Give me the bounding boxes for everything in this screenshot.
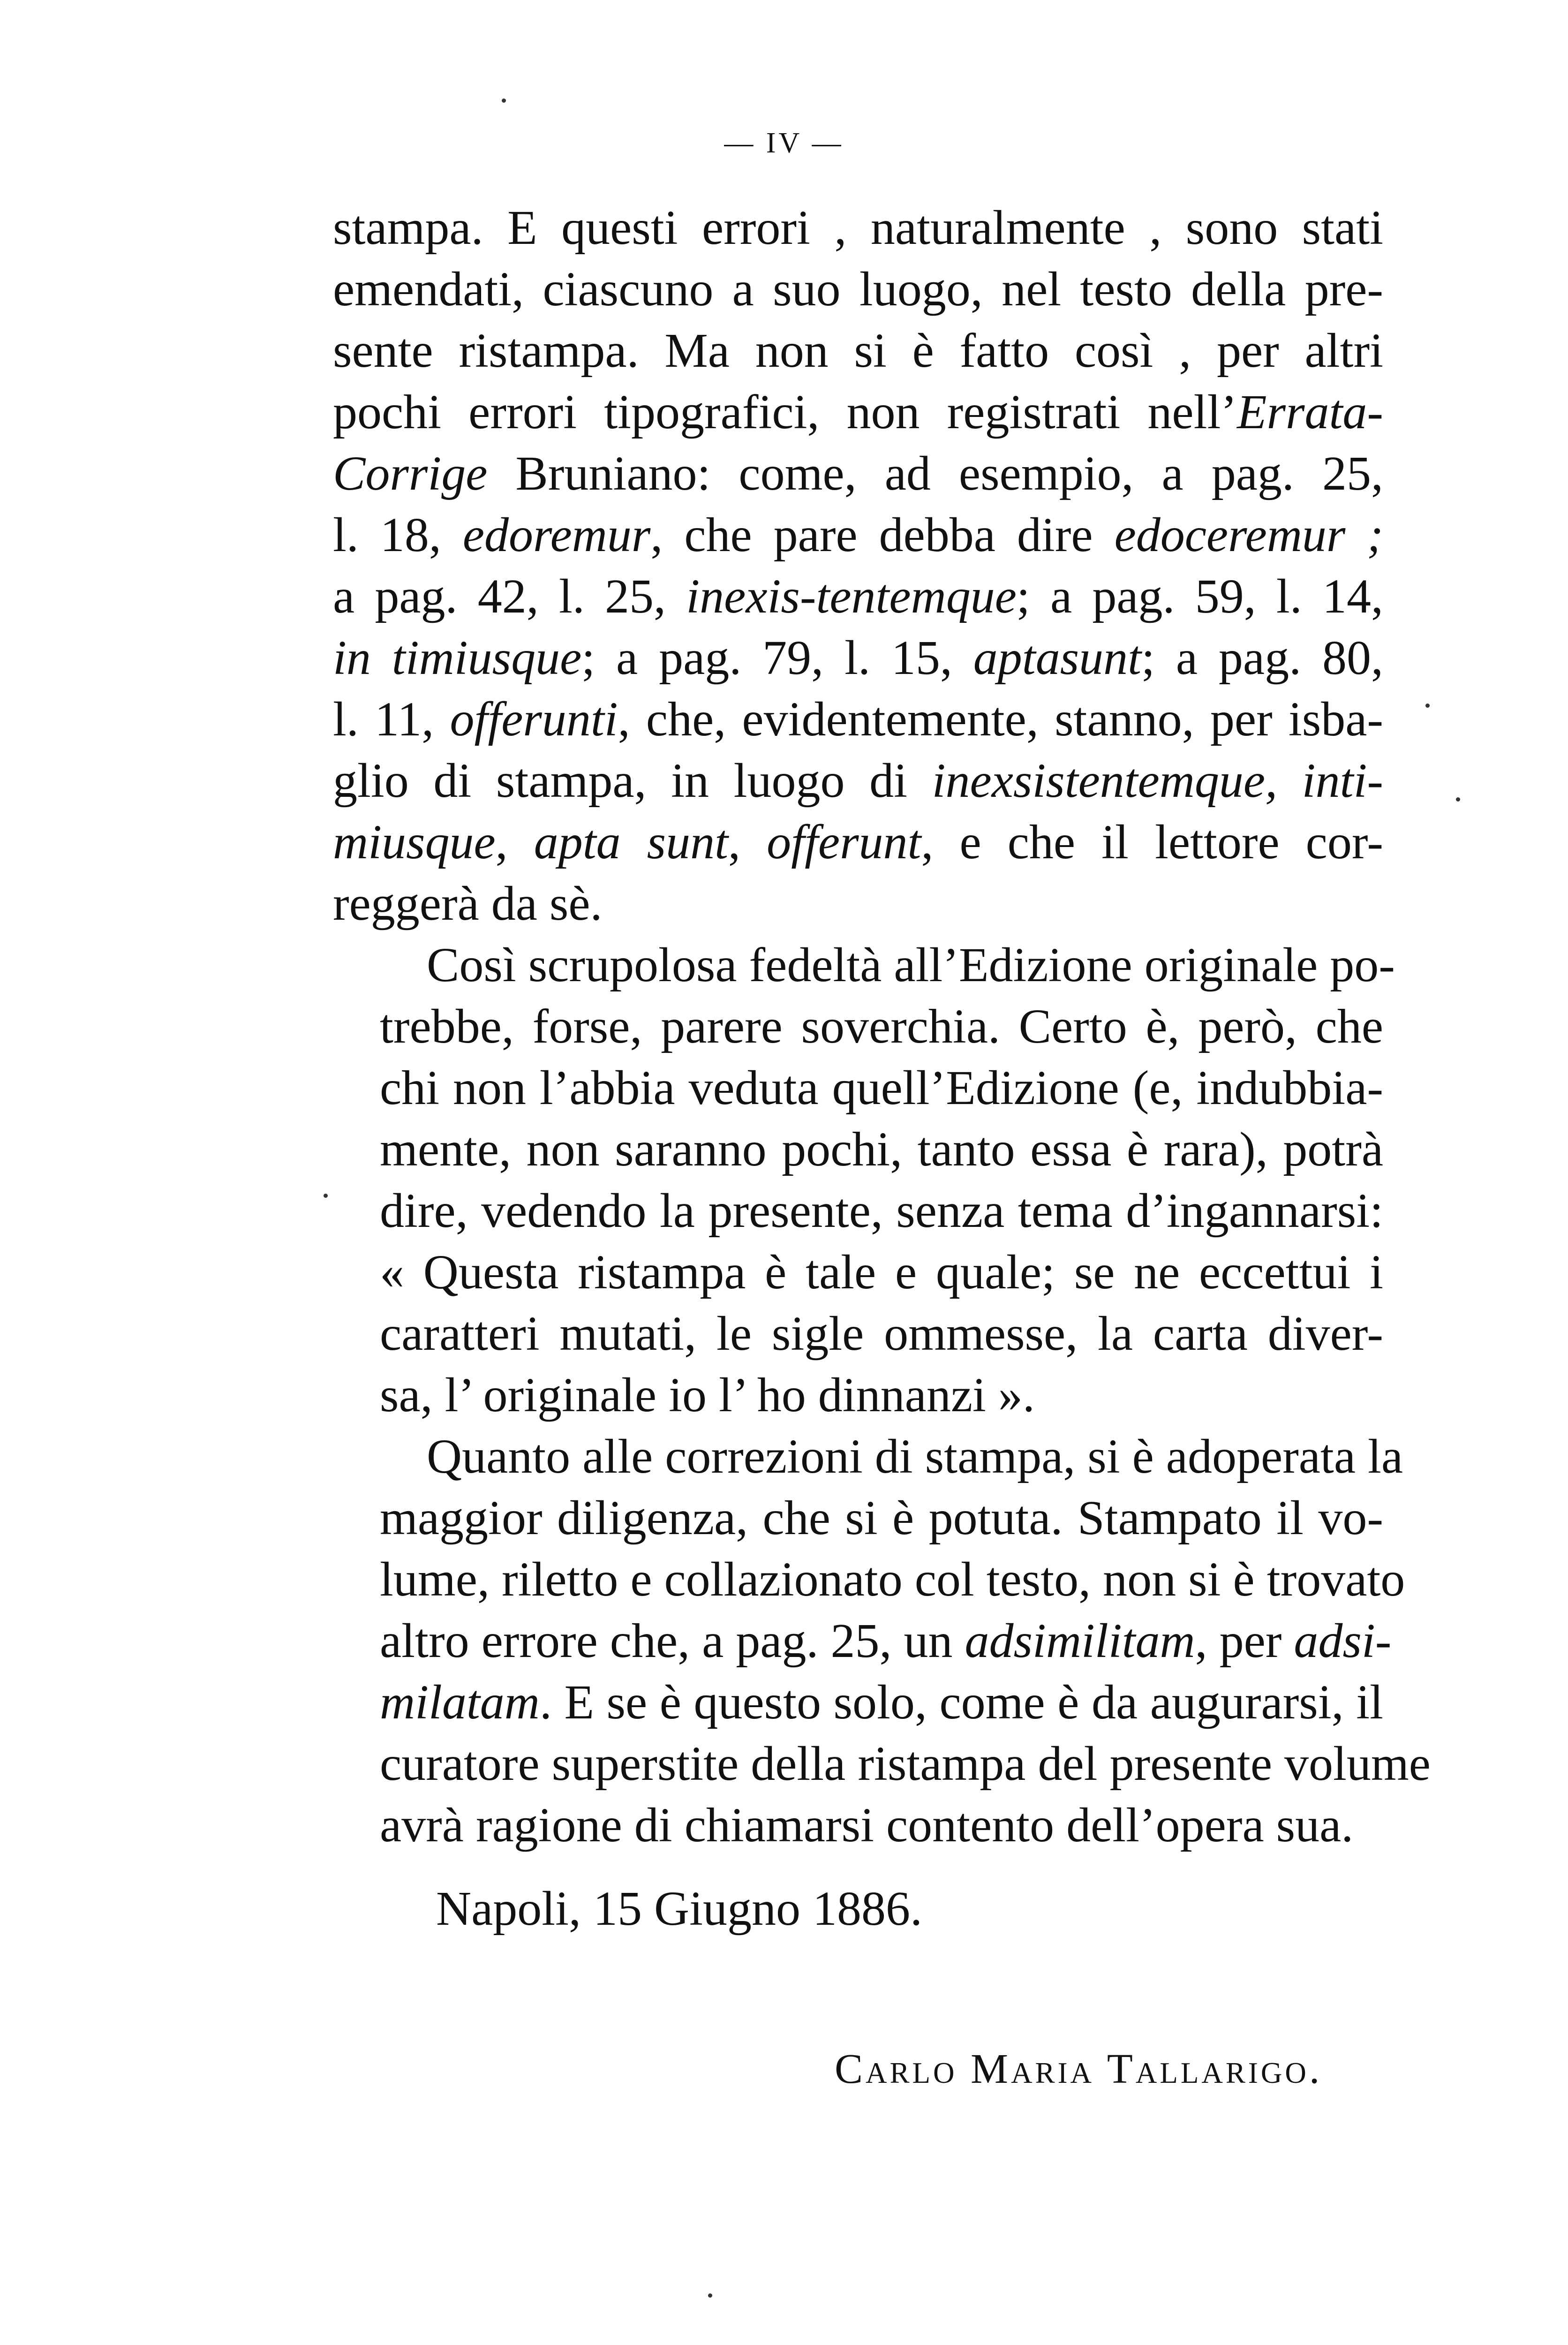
text-line <box>333 1364 1383 1426</box>
italic-segment: adsimilitam <box>965 1614 1195 1668</box>
signature: Carlo Maria Tallarigo. <box>835 2046 1323 2092</box>
text-segment: , che, evidentemente, stanno, per isba- <box>618 692 1383 746</box>
text-segment: avrà ragione di chiamarsi contento dell’opera sua. <box>380 1798 1354 1852</box>
italic-segment: Corrige <box>333 446 488 500</box>
text-segment: , che pare debba dire <box>650 508 1115 562</box>
text-line <box>333 566 1383 627</box>
text-line <box>333 1794 1383 1856</box>
text-segment: chi non l’abbia veduta quell’Edizione (e, indubbia- <box>380 1061 1383 1115</box>
italic-segment: inexis-tentemque <box>686 569 1017 623</box>
text-line <box>333 1426 1403 1487</box>
italic-segment: Errata- <box>1237 385 1383 439</box>
paper-speck <box>1425 704 1430 708</box>
text-line <box>333 320 1383 381</box>
text-segment: curatore superstite della ristampa del presente volume <box>380 1737 1431 1791</box>
text-line <box>333 750 1383 811</box>
italic-segment: edoremur <box>462 508 651 562</box>
text-segment: , e che il lettore cor- <box>921 815 1384 869</box>
paper-speck <box>502 98 506 103</box>
text-segment: reggerà da sè. <box>333 877 603 930</box>
italic-segment: adsi- <box>1294 1614 1392 1668</box>
paragraph <box>333 197 1383 934</box>
text-segment: ; a pag. 79, l. 15, <box>581 631 973 685</box>
text-segment: lume, riletto e collazionato col testo, non si è trovato <box>380 1552 1405 1606</box>
text-line <box>333 443 1383 504</box>
text-segment: caratteri mutati, le sigle ommesse, la carta diver- <box>380 1307 1383 1361</box>
text-segment: dire, vedendo la presente, senza tema d’ingannarsi: <box>380 1184 1383 1238</box>
text-segment: trebbe, forse, parere soverchia. Certo è, però, che <box>380 999 1383 1053</box>
text-line <box>333 1180 1383 1241</box>
text-line <box>333 1303 1383 1364</box>
text-segment: altro errore che, a pag. 25, un <box>380 1614 965 1668</box>
text-segment: l. 18, <box>333 508 463 562</box>
text-segment: pochi errori tipografici, non registrati nell’ <box>333 385 1237 439</box>
text-line <box>333 627 1383 688</box>
page-number: — IV — <box>724 127 844 159</box>
text-line <box>333 688 1383 750</box>
text-segment: Quanto alle correzioni di stampa, si è adoperata la <box>427 1430 1403 1483</box>
text-segment: sa, l’ originale io l’ ho dinnanzi ». <box>380 1368 1035 1422</box>
text-line <box>333 934 1395 996</box>
text-segment: mente, non saranno pochi, tanto essa è rara), potrà <box>380 1122 1383 1176</box>
italic-segment: miusque <box>333 815 496 869</box>
text-segment: « Questa ristampa è tale e quale; se ne eccettui i <box>380 1245 1383 1299</box>
text-line <box>333 197 1383 258</box>
paragraph <box>333 934 1395 1426</box>
text-line <box>333 1610 1392 1672</box>
text-segment: l. 11, <box>333 692 450 746</box>
italic-segment: in timiusque <box>333 631 582 685</box>
text-segment: stampa. E questi errori , naturalmente , sono stati <box>333 201 1383 255</box>
text-line <box>333 996 1383 1057</box>
text-segment: Bruniano: come, ad esempio, a pag. 25, <box>487 446 1383 500</box>
paper-speck <box>324 1194 328 1198</box>
italic-segment: aptasunt <box>973 631 1142 685</box>
text-line <box>333 1057 1383 1119</box>
italic-segment: inexsistentemque, inti- <box>932 754 1384 808</box>
text-line <box>333 811 1383 873</box>
text-segment: , <box>495 815 534 869</box>
text-line <box>333 381 1383 443</box>
text-segment: , per <box>1195 1614 1294 1668</box>
italic-segment: offerunt <box>767 815 921 869</box>
italic-segment: edoceremur ; <box>1114 508 1384 562</box>
date-line: Napoli, 15 Giugno 1886. <box>436 1882 923 1936</box>
text-line <box>333 1733 1431 1794</box>
text-line <box>333 1487 1383 1549</box>
paper-speck <box>708 2293 712 2298</box>
italic-segment: apta sunt <box>534 815 729 869</box>
text-segment: glio di stampa, in luogo di <box>333 754 932 808</box>
text-segment: Così scrupolosa fedeltà all’Edizione originale po- <box>427 938 1395 992</box>
paragraph <box>333 1426 1431 1856</box>
body-text <box>333 197 1431 1856</box>
text-segment: ; a pag. 80, <box>1141 631 1384 685</box>
paper-speck <box>1456 797 1460 802</box>
text-segment: ; a pag. 59, l. 14, <box>1016 569 1384 623</box>
italic-segment: offerunti <box>450 692 618 746</box>
italic-segment: milatam <box>380 1675 540 1729</box>
text-segment: maggior diligenza, che si è potuta. Stampato il vo- <box>380 1491 1383 1545</box>
text-line <box>333 504 1383 566</box>
text-segment: . E se è questo solo, come è da augurarsi, il <box>539 1675 1383 1729</box>
text-segment: a pag. 42, l. 25, <box>333 569 686 623</box>
text-segment: , <box>728 815 767 869</box>
text-line <box>333 1119 1383 1180</box>
text-line <box>333 1241 1383 1303</box>
text-line <box>333 1549 1405 1610</box>
text-line <box>333 873 1383 934</box>
text-line <box>333 1672 1383 1733</box>
text-segment: sente ristampa. Ma non si è fatto così , per altri <box>333 324 1383 378</box>
text-segment: emendati, ciascuno a suo luogo, nel testo della pre- <box>333 262 1383 316</box>
text-line <box>333 258 1383 320</box>
